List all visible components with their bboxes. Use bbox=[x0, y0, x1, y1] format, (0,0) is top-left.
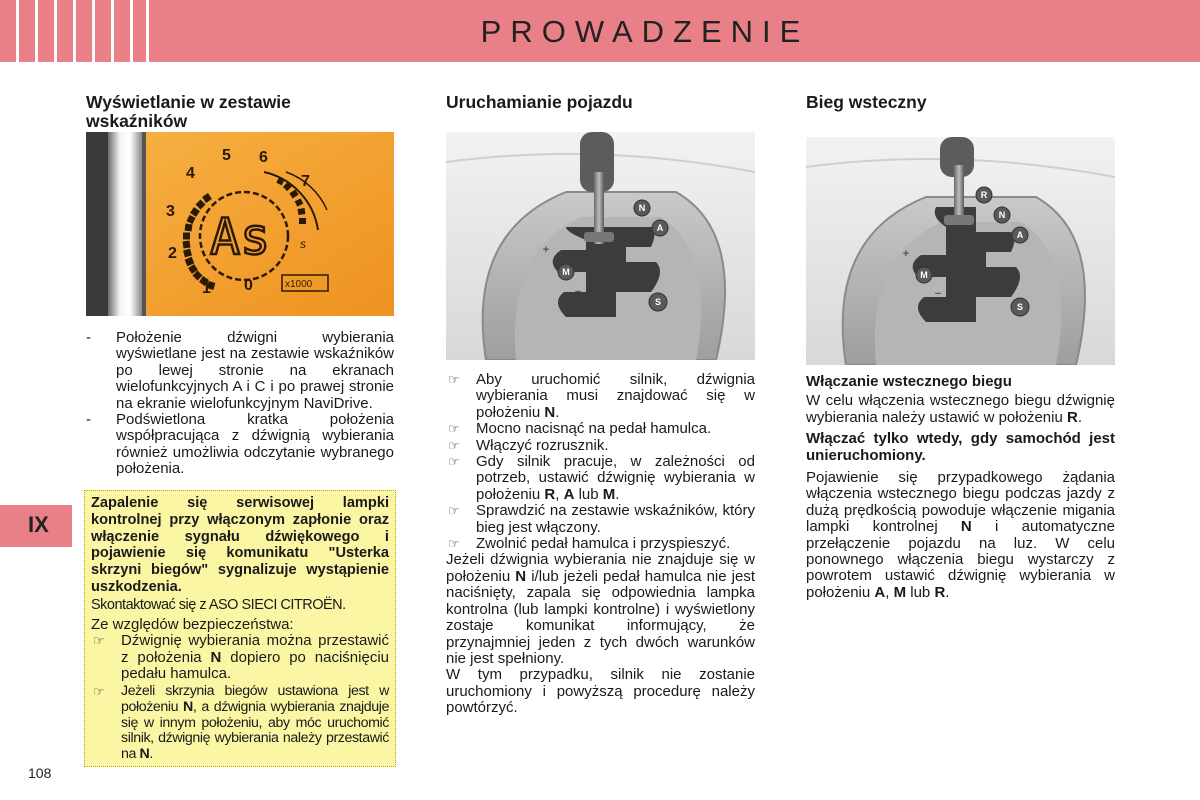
heading-line-2: wskaźników bbox=[86, 111, 188, 131]
gate-label-s: S bbox=[654, 297, 662, 307]
pointing-hand-icon: ☞ bbox=[448, 454, 460, 470]
heading-instrument-display bbox=[86, 93, 386, 131]
gate-label-minus: − bbox=[574, 286, 582, 298]
warning-safety-intro: Ze względów bezpieczeństwa: bbox=[91, 615, 294, 633]
rpm-label-1: 1 bbox=[202, 280, 211, 297]
pointing-hand-icon: ☞ bbox=[448, 421, 460, 437]
pointing-hand-icon: ☞ bbox=[93, 633, 105, 649]
paragraph-engage-reverse: W celu włączenia wstecznego biegu dźwignię wybierania należy ustawić w położeniu R. bbox=[806, 392, 1115, 426]
instrument-display-figure bbox=[86, 132, 394, 316]
rpm-unit-label: x1000 bbox=[285, 279, 313, 290]
warning-lead: Zapalenie się serwisowej lampki kontrolnej przy włączonym zapłonie oraz włączenie sygnału dźwiękowego i pojawienie się komunikatu "Usterka skrzyni biegów" sygnalizuje wystąpienie uszkodzenia. bbox=[91, 495, 389, 595]
rpm-label-0: 0 bbox=[244, 277, 253, 294]
rpm-label-6: 6 bbox=[259, 149, 268, 166]
gate-label-a: A bbox=[1016, 230, 1024, 240]
paragraph-retry: W tym przypadku, silnik nie zostanie uruchomiony i powyższą procedurę należy powtórzyć. bbox=[446, 666, 755, 717]
gate-label-minus: − bbox=[934, 288, 942, 300]
display-description bbox=[86, 330, 394, 478]
starting-instructions bbox=[446, 372, 755, 717]
gear-selector-figure-start bbox=[446, 132, 755, 360]
gate-label-m: M bbox=[920, 270, 928, 280]
rpm-label-7: 7 bbox=[301, 173, 310, 190]
chapter-label: IX bbox=[28, 512, 49, 537]
rpm-label-5: 5 bbox=[222, 147, 231, 164]
list-item: ☞ Gdy silnik pracuje, w zależności od potrzeb, ustawić dźwignię wybierania w położeniu R, A lub M. bbox=[448, 453, 755, 503]
gate-label-n: N bbox=[638, 203, 646, 213]
gate-label-m: M bbox=[562, 267, 570, 277]
pointing-hand-icon: ☞ bbox=[448, 503, 460, 519]
heading-line-1: Wyświetlanie w zestawie bbox=[86, 92, 291, 112]
gate-label-r: R bbox=[980, 190, 988, 200]
heading-starting-vehicle: Uruchamianie pojazdu bbox=[446, 92, 633, 112]
gate-label-plus: + bbox=[542, 244, 550, 256]
gate-label-plus: + bbox=[902, 248, 910, 260]
list-item: ☞ Aby uruchomić silnik, dźwignia wybierania musi znajdować się w położeniu N. bbox=[448, 371, 755, 421]
list-item: ☞ Dźwignię wybierania można przestawić z położenia N dopiero po naciśnięciu pedału hamulca. bbox=[93, 632, 390, 682]
pointing-hand-icon: ☞ bbox=[93, 684, 105, 700]
list-item: - Podświetlona kratka położenia współpracująca z dźwignią wybierania również umożliwia odczytanie wybranego położenia. bbox=[86, 411, 394, 478]
header-stripes bbox=[0, 0, 150, 62]
gate-label-a: A bbox=[656, 223, 664, 233]
list-item: ☞ Włączyć rozrusznik. bbox=[448, 436, 609, 454]
paragraph-conditions: Jeżeli dźwignia wybierania nie znajduje się w położeniu N i/lub jeżeli pedał hamulca nie jest naciśnięty, zapala się odpowiednia lampka kontrolna (lub lampki kontrolne) i wyświetlony zostaje komunikat informujący, że przynajmniej jeden z tych dwóch warunków nie jest spełniony. bbox=[446, 551, 755, 667]
pointing-hand-icon: ☞ bbox=[448, 372, 460, 387]
gear-position-readout: As bbox=[210, 208, 271, 266]
rpm-label-4: 4 bbox=[186, 165, 195, 182]
gate-label-n: N bbox=[998, 210, 1006, 220]
page-number: 108 bbox=[28, 765, 52, 781]
heading-reverse-gear: Bieg wsteczny bbox=[806, 92, 927, 112]
gear-selector-figure-reverse bbox=[806, 137, 1115, 365]
gate-label-s: S bbox=[1016, 302, 1024, 312]
rpm-label-3: 3 bbox=[166, 203, 175, 220]
sport-indicator: s bbox=[300, 237, 306, 251]
pointing-hand-icon: ☞ bbox=[448, 437, 460, 453]
warning-contact: Skontaktować się z ASO SIECI CITROËN. bbox=[91, 596, 346, 613]
list-item: ☞ Zwolnić pedał hamulca i przyspieszyć. bbox=[448, 535, 731, 553]
list-item: ☞ Mocno nacisnąć na pedał hamulca. bbox=[448, 420, 712, 438]
pointing-hand-icon: ☞ bbox=[448, 536, 460, 552]
subheading-engage-reverse: Włączanie wstecznego biegu bbox=[806, 373, 1012, 390]
list-item: - Położenie dźwigni wybierania wyświetlane jest na zestawie wskaźników po lewej stronie na ekranach wielofunkcyjnych A i C i po prawej stronie na ekranie wielofunkcyjnym NaviDrive. bbox=[86, 329, 394, 412]
list-item: ☞ Jeżeli skrzynia biegów ustawiona jest w położeniu N, a dźwignia wybierania znajduje się w innym położeniu, aby móc uruchomić silnik, dźwignię wybierania należy przestawić na N. bbox=[93, 683, 389, 762]
rpm-label-2: 2 bbox=[168, 245, 177, 262]
list-item: ☞ Sprawdzić na zestawie wskaźników, który bieg jest włączony. bbox=[448, 502, 755, 536]
reverse-gear-instructions bbox=[806, 374, 1115, 601]
paragraph-accidental-request: Pojawienie się przypadkowego żądania włączenia wstecznego biegu podczas jazdy z dużą prędkością powoduje włączenie migania lampki kontrolnej N i automatyczne przełączenie pojazdu na luz. W celu ponownego włączenia biegu wystarczy z powrotem ustawić dźwignię wybierania w położeniu A, M lub R. bbox=[806, 469, 1115, 601]
page-title: PROWADZENIE bbox=[480, 14, 810, 49]
subheading-stationary: Włączać tylko wtedy, gdy samochód jest unieruchomiony. bbox=[806, 430, 1115, 464]
warning-note bbox=[84, 490, 396, 767]
